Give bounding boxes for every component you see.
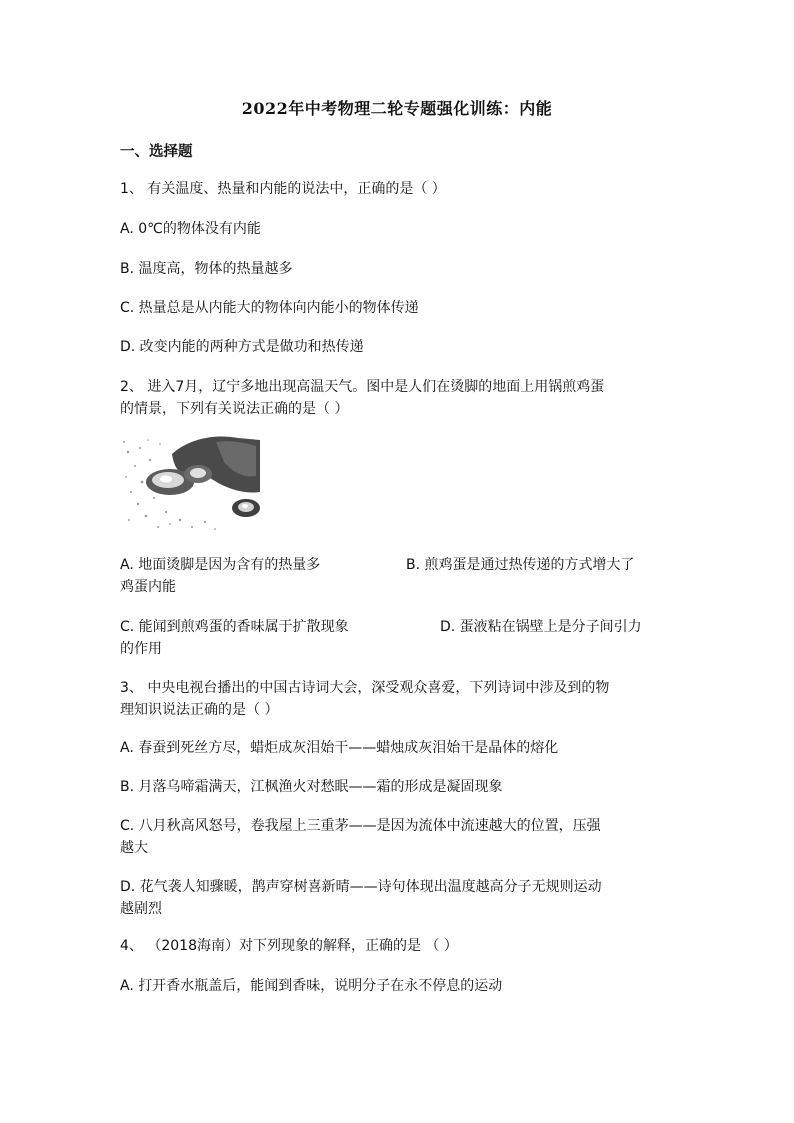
- q2-option-a-text: A. 地面烫脚是因为含有的热量多: [120, 557, 321, 573]
- q2-stem-line1: 2、 进入7月，辽宁多地出现高温天气。图中是人们在烫脚的地面上用锅煎鸡蛋: [120, 379, 605, 395]
- q3-option-c-line2: 越大: [120, 840, 148, 856]
- q1-option-d: D. 改变内能的两种方式是做功和热传递: [120, 339, 364, 355]
- q1-option-a: A. 0℃的物体没有内能: [120, 221, 261, 237]
- q2-option-d-line1: D. 蛋液粘在锅壁上是分子间引力: [440, 619, 642, 635]
- q4-option-a: A. 打开香水瓶盖后，能闻到香味，说明分子在永不停息的运动: [120, 978, 503, 994]
- document-title: 2022年中考物理二轮专题强化训练：内能: [241, 99, 553, 118]
- q2-option-b-line2: 鸡蛋内能: [120, 579, 176, 595]
- section-heading: 一、选择题: [120, 144, 193, 160]
- q3-stem-line2: 理知识说法正确的是（ ）: [120, 702, 279, 718]
- q1-option-b: B. 温度高，物体的热量越多: [120, 261, 293, 277]
- q2-option-c: [120, 616, 680, 638]
- q3-option-b: B. 月落乌啼霜满天，江枫渔火对愁眠——霜的形成是凝固现象: [120, 779, 503, 795]
- frying-egg-image: [120, 432, 262, 534]
- q3-option-d-line2: 越剧烈: [120, 901, 162, 917]
- q4-stem: 4、 （2018海南）对下列现象的解释，正确的是 （ ）: [120, 938, 458, 954]
- q2-option-a: [120, 554, 680, 576]
- q1-option-c: C. 热量总是从内能大的物体向内能小的物体传递: [120, 300, 419, 316]
- q2-option-c-text: C. 能闻到煎鸡蛋的香味属于扩散现象: [120, 619, 349, 635]
- q3-option-c-line1: C. 八月秋高风怒号，卷我屋上三重茅——是因为流体中流速越大的位置，压强: [120, 818, 601, 834]
- q1-stem: 1、 有关温度、热量和内能的说法中，正确的是（ ）: [120, 181, 446, 197]
- q3-option-a: A. 春蚕到死丝方尽，蜡炬成灰泪始干——蜡烛成灰泪始干是晶体的熔化: [120, 740, 559, 756]
- q2-stem-line2: 的情景，下列有关说法正确的是（ ）: [120, 401, 349, 417]
- q3-option-d-line1: D. 花气袭人知骤暖，鹊声穿树喜新晴——诗句体现出温度越高分子无规则运动: [120, 879, 602, 895]
- frying-egg-illustration: [120, 432, 262, 534]
- q2-option-d-line2: 的作用: [120, 641, 162, 657]
- q3-stem-line1: 3、 中央电视台播出的中国古诗词大会，深受观众喜爱，下列诗词中涉及到的物: [120, 680, 610, 696]
- q2-option-b-line1: B. 煎鸡蛋是通过热传递的方式增大了: [406, 557, 635, 573]
